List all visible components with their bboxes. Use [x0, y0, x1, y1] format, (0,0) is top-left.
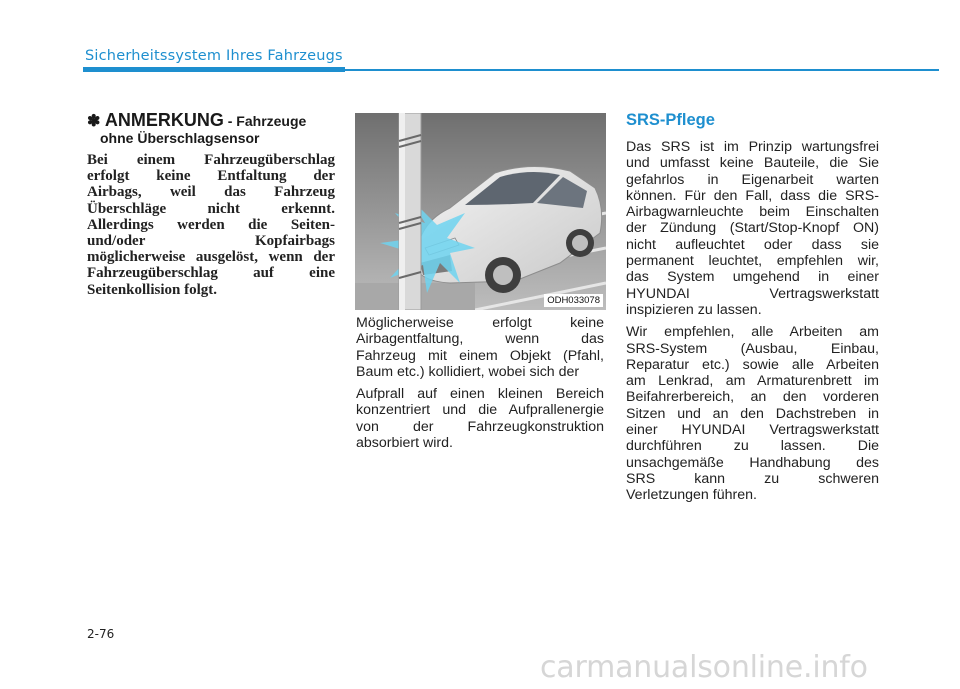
- middle-column-text: [356, 315, 604, 457]
- text-line: Airbagentfaltung, wenn das: [356, 331, 604, 348]
- text-line: am Lenkrad, am Armaturenbrett im: [626, 373, 879, 390]
- watermark: carmanualsonline.info: [540, 650, 868, 685]
- text-line: Fahrzeug mit einem Objekt (Pfahl,: [356, 347, 604, 364]
- paragraph: [356, 386, 604, 451]
- text-line: unsachgemäße Handhabung des: [626, 454, 879, 471]
- note-subtitle-2: ohne Überschlagsensor: [100, 130, 260, 146]
- text-line: Baum etc.) kollidiert, wobei sich der: [356, 363, 580, 380]
- text-line: von der Fahrzeugkonstruktion: [356, 418, 604, 435]
- note-line: möglicherweise ausgelöst, wenn der: [87, 249, 335, 266]
- text-line: Sitzen und an den Dachstreben in: [626, 405, 879, 422]
- note-subtitle-1: - Fahrzeuge: [223, 113, 307, 129]
- text-line: Airbagwarnleuchte beim Einschalten: [626, 204, 879, 221]
- crash-illustration: [355, 113, 606, 310]
- note-line: Fahrzeugüberschlag auf eine: [87, 265, 335, 282]
- text-line: durchführen zu lassen. Die: [626, 438, 879, 455]
- text-line: und umfasst keine Bauteile, die Sie: [626, 155, 879, 172]
- text-line: Das SRS ist im Prinzip wartungsfrei: [626, 139, 879, 155]
- header-rule-thin: [345, 69, 939, 71]
- srs-care-heading: SRS-Pflege: [626, 111, 715, 129]
- text-line: Wir empfehlen, alle Arbeiten am: [626, 324, 879, 341]
- page-number: 2-76: [87, 627, 115, 641]
- text-line: Verletzungen führen.: [626, 487, 757, 504]
- note-line: Airbags, weil das Fahrzeug: [87, 184, 335, 201]
- text-line: HYUNDAI Vertragswerkstatt: [626, 285, 879, 302]
- text-line: Reparatur etc.) sowie alle Arbeiten: [626, 356, 879, 373]
- paragraph: [626, 324, 879, 503]
- text-line: konzentriert und die Aufprallenergie: [356, 402, 604, 419]
- text-line: SRS-System (Ausbau, Einbau,: [626, 340, 879, 357]
- section-title: Sicherheitssystem Ihres Fahrzeugs: [85, 48, 343, 64]
- figure-code: ODH033078: [544, 294, 603, 307]
- text-line: der Zündung (Start/Stop-Knopf ON): [626, 220, 879, 237]
- note-body: [87, 152, 335, 298]
- text-line: SRS kann zu schweren: [626, 470, 879, 487]
- note-heading: [87, 112, 337, 147]
- text-line: Beifahrerbereich, an den vorderen: [626, 389, 879, 406]
- text-line: permanent leuchtet, empfehlen wir,: [626, 253, 879, 270]
- note-title: ANMERKUNG: [104, 110, 224, 130]
- note-line: Überschläge nicht erkennt.: [87, 200, 335, 217]
- note-line: und/oder Kopfairbags: [87, 233, 335, 250]
- note-line: Allerdings werden die Seiten-: [87, 216, 335, 233]
- text-line: absorbiert wird.: [356, 435, 453, 452]
- note-line: Bei einem Fahrzeugüberschlag: [87, 152, 335, 168]
- note-line: erfolgt keine Entfaltung der: [87, 168, 335, 185]
- text-line: inspizieren zu lassen.: [626, 301, 762, 318]
- paragraph: [626, 139, 879, 318]
- note-line: Seitenkollision folgt.: [87, 281, 218, 298]
- right-column-text: [626, 139, 879, 510]
- text-line: Möglicherweise erfolgt keine: [356, 315, 604, 331]
- car-pole-collision-image: [355, 113, 606, 310]
- star-icon: ✽: [87, 113, 101, 130]
- header-rule-thick: [83, 67, 345, 72]
- text-line: einer HYUNDAI Vertragswerkstatt: [626, 422, 879, 439]
- text-line: gefahrlos in Eigenarbeit warten: [626, 171, 879, 188]
- paragraph: [356, 315, 604, 380]
- text-line: können. Für den Fall, dass die SRS-: [626, 187, 879, 204]
- text-line: Aufprall auf einen kleinen Bereich: [356, 386, 604, 403]
- text-line: nicht aufleuchtet oder dass sie: [626, 236, 879, 253]
- text-line: das System umgehend in einer: [626, 269, 879, 286]
